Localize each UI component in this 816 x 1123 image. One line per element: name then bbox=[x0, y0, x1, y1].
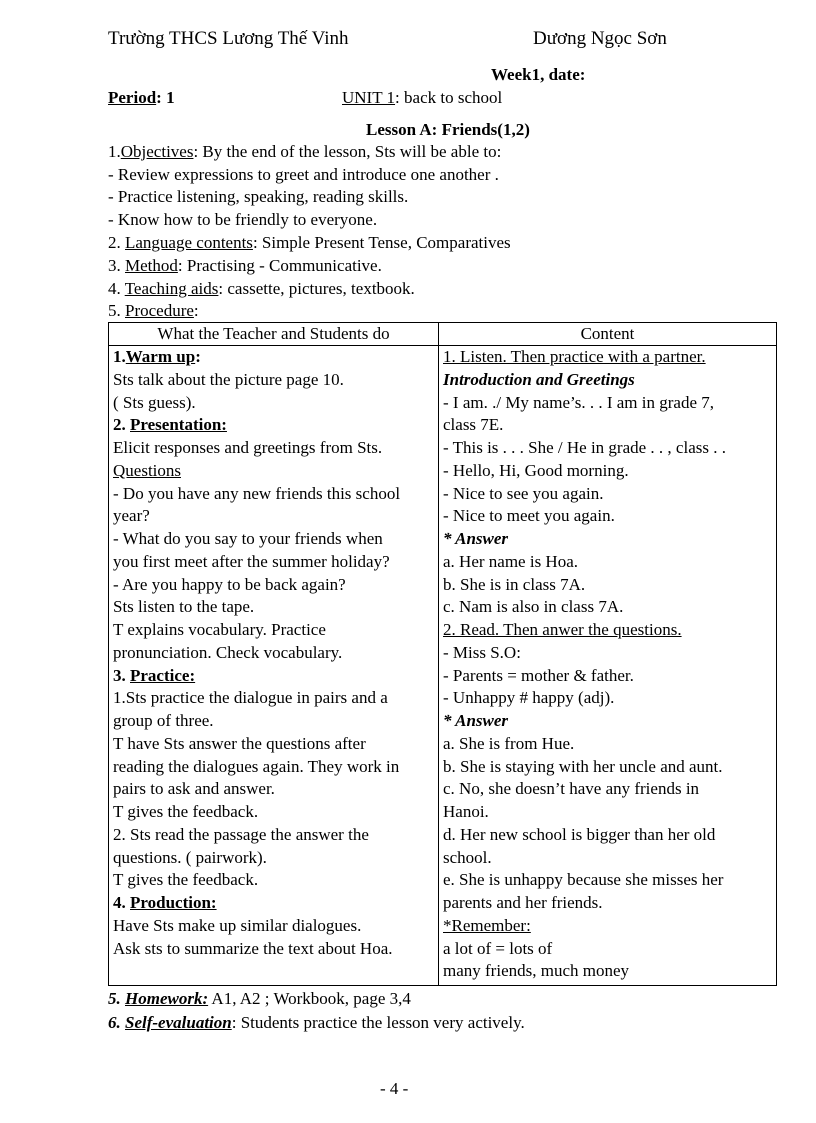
table-line: - Nice to meet you again. bbox=[443, 506, 615, 526]
objectives-label: Objectives bbox=[120, 142, 194, 161]
period-label: Period bbox=[108, 88, 157, 107]
step-label: Production: bbox=[130, 893, 217, 912]
school-name: Trường THCS Lương Thế Vinh bbox=[108, 28, 349, 49]
table-step-heading bbox=[113, 346, 434, 369]
section-num: 2. bbox=[108, 233, 125, 252]
subheading-text: *Remember: bbox=[443, 915, 531, 935]
table-line: questions. ( pairwork). bbox=[113, 847, 267, 867]
step-label: Warm up bbox=[125, 347, 196, 366]
table-subheading bbox=[443, 619, 772, 642]
section-label: Method bbox=[125, 256, 178, 275]
table-line: T have Sts answer the questions after bbox=[113, 733, 366, 753]
step-number: 4. bbox=[113, 893, 130, 912]
evaluation-num: 6. bbox=[108, 1013, 125, 1032]
objectives-text: : By the end of the lesson, Sts will be able to: bbox=[193, 142, 502, 161]
step-number: 1. bbox=[113, 347, 126, 366]
table-line: T gives the feedback. bbox=[113, 870, 259, 890]
table-line: you first meet after the summer holiday? bbox=[113, 551, 390, 571]
period-number: : 1 bbox=[156, 88, 175, 107]
objectives-num: 1. bbox=[108, 142, 121, 161]
evaluation-line bbox=[108, 1012, 525, 1034]
teacher-name: Dương Ngọc Sơn bbox=[533, 28, 667, 49]
table-step-heading bbox=[113, 892, 434, 915]
method bbox=[108, 255, 382, 277]
step-label: Presentation: bbox=[130, 415, 227, 435]
table-line: a. Her name is Hoa. bbox=[443, 551, 579, 571]
table-line: many friends, much money bbox=[443, 961, 630, 981]
table-emphasis: Introduction and Greetings bbox=[443, 369, 635, 389]
step-number: 2. bbox=[113, 415, 130, 435]
table-line: - Unhappy # happy (adj). bbox=[443, 688, 615, 708]
table-subheading bbox=[443, 346, 772, 369]
unit-name: : back to school bbox=[395, 88, 503, 107]
section-label: Procedure bbox=[125, 301, 194, 320]
table-line: ( Sts guess). bbox=[113, 392, 196, 412]
table-line: Sts talk about the picture page 10. bbox=[113, 369, 344, 389]
table-line: - I am. ./ My name’s. . . I am in grade 7, bbox=[443, 392, 714, 412]
evaluation-text: : Students practice the lesson very actively. bbox=[231, 1013, 525, 1032]
unit-title bbox=[342, 87, 502, 109]
step-label: Practice: bbox=[130, 665, 196, 685]
table-line: b. She is in class 7A. bbox=[443, 574, 586, 594]
unit-label: UNIT 1 bbox=[342, 88, 396, 107]
table-line: pronunciation. Check vocabulary. bbox=[113, 642, 343, 662]
table-line: - This is . . . She / He in grade . . , class . . bbox=[443, 438, 726, 457]
section-text: : cassette, pictures, textbook. bbox=[218, 279, 415, 298]
table-line: 2. Sts read the passage the answer the bbox=[113, 824, 369, 844]
table-subheading bbox=[443, 915, 772, 938]
table-step-heading bbox=[113, 414, 434, 437]
table-line: c. Nam is also in class 7A. bbox=[443, 597, 624, 617]
table-emphasis: * Answer bbox=[443, 711, 509, 730]
table-line: Ask sts to summarize the text about Hoa. bbox=[113, 938, 393, 958]
page-number: - 4 - bbox=[380, 1079, 409, 1098]
table-line: Hanoi. bbox=[443, 802, 489, 821]
table-line: b. She is staying with her uncle and aunt. bbox=[443, 756, 723, 776]
table-line: - Parents = mother & father. bbox=[443, 665, 634, 685]
table-line: Sts listen to the tape. bbox=[113, 597, 255, 617]
table-line: pairs to ask and answer. bbox=[113, 779, 275, 799]
section-label: Teaching aids bbox=[124, 279, 219, 298]
objectives-line bbox=[108, 141, 501, 163]
homework-label: Homework: bbox=[125, 989, 209, 1008]
table-line: - What do you say to your friends when bbox=[113, 529, 383, 548]
table-line: a. She is from Hue. bbox=[443, 733, 575, 753]
table-line: year? bbox=[113, 506, 150, 526]
table-line: school. bbox=[443, 847, 492, 867]
language-contents bbox=[108, 232, 511, 254]
table-step-heading bbox=[113, 665, 434, 688]
section-num: 4. bbox=[108, 279, 125, 298]
section-text: : bbox=[193, 301, 199, 320]
week-date: Week1, date: bbox=[491, 65, 586, 84]
evaluation-label: Self-evaluation bbox=[125, 1013, 232, 1032]
table-line: d. Her new school is bigger than her old bbox=[443, 824, 716, 844]
table-line: - Hello, Hi, Good morning. bbox=[443, 460, 629, 480]
homework-text: A1, A2 ; Workbook, page 3,4 bbox=[208, 989, 411, 1008]
table-line: group of three. bbox=[113, 711, 214, 730]
content-cell bbox=[439, 346, 777, 986]
section-label: Language contents bbox=[125, 233, 253, 252]
table-line: T gives the feedback. bbox=[113, 802, 259, 821]
section-text: : Practising - Communicative. bbox=[177, 256, 382, 275]
table-line: T explains vocabulary. Practice bbox=[113, 620, 326, 639]
table-line: a lot of = lots of bbox=[443, 938, 553, 958]
objective-item: - Know how to be friendly to everyone. bbox=[108, 210, 378, 229]
table-line: parents and her friends. bbox=[443, 893, 603, 912]
subheading-text: Questions bbox=[113, 460, 181, 480]
procedure-table bbox=[108, 322, 777, 986]
step-tail: : bbox=[195, 347, 201, 366]
homework-line bbox=[108, 988, 411, 1010]
objective-item: - Review expressions to greet and introduce one another . bbox=[108, 165, 499, 184]
subheading-text: 2. Read. Then anwer the questions. bbox=[443, 620, 682, 639]
teaching-aids bbox=[108, 278, 415, 300]
table-line: e. She is unhappy because she misses her bbox=[443, 870, 724, 890]
procedure bbox=[108, 300, 199, 322]
table-line: class 7E. bbox=[443, 415, 504, 435]
subheading-text: 1. Listen. Then practice with a partner. bbox=[443, 347, 706, 366]
table-line: c. No, she doesn’t have any friends in bbox=[443, 779, 700, 799]
objective-item: - Practice listening, speaking, reading skills. bbox=[108, 187, 409, 206]
table-line: 1.Sts practice the dialogue in pairs and a bbox=[113, 688, 388, 708]
table-line: - Are you happy to be back again? bbox=[113, 574, 346, 594]
table-line: - Do you have any new friends this school bbox=[113, 483, 401, 503]
table-subheading bbox=[113, 460, 434, 483]
table-line: Elicit responses and greetings from Sts. bbox=[113, 438, 383, 457]
period bbox=[108, 87, 175, 109]
table-line: Have Sts make up similar dialogues. bbox=[113, 915, 362, 935]
section-text: : Simple Present Tense, Comparatives bbox=[252, 233, 511, 252]
activities-cell bbox=[109, 346, 439, 986]
table-emphasis: * Answer bbox=[443, 529, 509, 548]
step-number: 3. bbox=[113, 665, 130, 685]
table-line: reading the dialogues again. They work in bbox=[113, 756, 400, 776]
table-line: - Nice to see you again. bbox=[443, 483, 604, 503]
column-header-content: Content bbox=[439, 323, 777, 346]
section-num: 5. bbox=[108, 301, 125, 320]
table-line: - Miss S.O: bbox=[443, 642, 521, 662]
homework-num: 5. bbox=[108, 989, 125, 1008]
lesson-title: Lesson A: Friends(1,2) bbox=[366, 120, 530, 139]
section-num: 3. bbox=[108, 256, 125, 275]
column-header-activities: What the Teacher and Students do bbox=[109, 323, 439, 346]
